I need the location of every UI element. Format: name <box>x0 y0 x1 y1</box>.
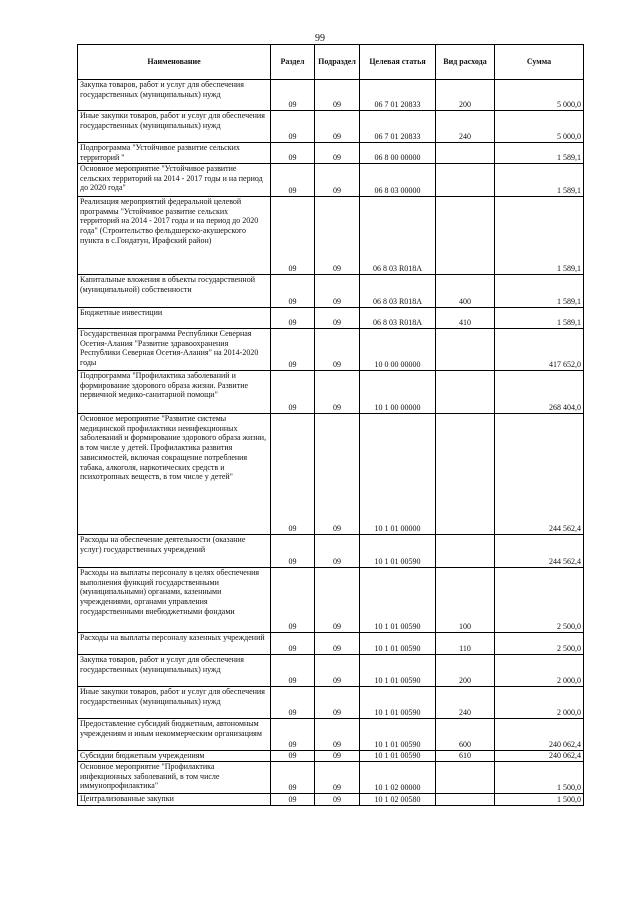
row-name: Предоставление субсидий бюджетным, автономным учреждениям и иным некоммерческим организациям <box>78 719 271 751</box>
row-amount: 240 062,4 <box>495 751 584 762</box>
page-number: 99 <box>315 33 325 44</box>
row-name: Закупка товаров, работ и услуг для обеспечения государственных (муниципальных) нужд <box>78 80 271 111</box>
row-name: Централизованные закупки <box>78 794 271 806</box>
row-subsection: 09 <box>315 687 360 719</box>
row-name: Подпрограмма "Профилактика заболеваний и формирование здорового образа жизни. Развитие первичной медико-санитарной помощи" <box>78 371 271 414</box>
row-name: Бюджетные инвестиции <box>78 308 271 329</box>
row-amount: 5 000,0 <box>495 111 584 143</box>
row-expense-type <box>436 414 495 535</box>
table-row <box>78 633 584 655</box>
row-target: 06 8 03 R018A <box>360 275 436 308</box>
table-row <box>78 371 584 414</box>
row-expense-type: 200 <box>436 80 495 111</box>
row-target: 06 8 03 00000 <box>360 164 436 197</box>
row-subsection: 09 <box>315 371 360 414</box>
row-subsection: 09 <box>315 719 360 751</box>
row-section: 09 <box>271 655 315 687</box>
table-row <box>78 164 584 197</box>
row-expense-type: 610 <box>436 751 495 762</box>
row-subsection: 09 <box>315 329 360 371</box>
row-target: 10 1 01 00590 <box>360 719 436 751</box>
row-section: 09 <box>271 414 315 535</box>
row-target: 10 1 01 00590 <box>360 535 436 568</box>
row-target: 06 8 03 R018A <box>360 308 436 329</box>
table-row <box>78 762 584 794</box>
row-amount: 244 562,4 <box>495 535 584 568</box>
row-expense-type <box>436 371 495 414</box>
row-section: 09 <box>271 762 315 794</box>
row-section: 09 <box>271 197 315 275</box>
row-expense-type <box>436 164 495 197</box>
table-row <box>78 535 584 568</box>
row-name: Иные закупки товаров, работ и услуг для обеспечения государственных (муниципальных) нужд <box>78 687 271 719</box>
row-name: Закупка товаров, работ и услуг для обеспечения государственных (муниципальных) нужд <box>78 655 271 687</box>
table-row <box>78 111 584 143</box>
row-section: 09 <box>271 111 315 143</box>
row-expense-type: 200 <box>436 655 495 687</box>
row-target: 06 8 03 R018A <box>360 197 436 275</box>
row-amount: 1 589,1 <box>495 164 584 197</box>
header-expense-type: Вид расхода <box>436 45 495 80</box>
row-subsection: 09 <box>315 164 360 197</box>
table-row <box>78 751 584 762</box>
row-subsection: 09 <box>315 197 360 275</box>
row-section: 09 <box>271 329 315 371</box>
row-expense-type <box>436 762 495 794</box>
row-subsection: 09 <box>315 143 360 164</box>
row-expense-type <box>436 794 495 806</box>
row-target: 10 1 01 00590 <box>360 751 436 762</box>
row-expense-type: 400 <box>436 275 495 308</box>
table-row <box>78 275 584 308</box>
row-target: 10 1 01 00590 <box>360 655 436 687</box>
table-row <box>78 655 584 687</box>
row-amount: 1 589,1 <box>495 275 584 308</box>
row-amount: 1 589,1 <box>495 197 584 275</box>
table-row <box>78 143 584 164</box>
row-amount: 417 652,0 <box>495 329 584 371</box>
row-section: 09 <box>271 794 315 806</box>
row-section: 09 <box>271 535 315 568</box>
table-row <box>78 414 584 535</box>
row-name: Государственная программа Республики Северная Осетия-Алания "Развитие здравоохранения Республики Северная Осетия-Алания" на 2014-2020 годы <box>78 329 271 371</box>
row-target: 06 7 01 20833 <box>360 111 436 143</box>
row-amount: 1 589,1 <box>495 143 584 164</box>
row-target: 10 1 02 00580 <box>360 794 436 806</box>
row-subsection: 09 <box>315 794 360 806</box>
row-expense-type: 410 <box>436 308 495 329</box>
row-subsection: 09 <box>315 308 360 329</box>
row-amount: 244 562,4 <box>495 414 584 535</box>
row-name: Реализация мероприятий федеральной целевой программы "Устойчивое развитие сельских территорий на 2014 - 2017 годы и на период до 2020 года" (Строительство фельдшерско-акушерского пункта в с.Гондатун, Ирафский район) <box>78 197 271 275</box>
row-name: Расходы на обеспечение деятельности (оказание услуг) государственных учреждений <box>78 535 271 568</box>
row-expense-type <box>436 197 495 275</box>
row-subsection: 09 <box>315 633 360 655</box>
row-subsection: 09 <box>315 762 360 794</box>
row-amount: 2 000,0 <box>495 655 584 687</box>
row-name: Капитальные вложения в объекты государственной (муниципальной) собственности <box>78 275 271 308</box>
row-name: Основное мероприятие "Устойчивое развитие сельских территорий на 2014 - 2017 годы и на период до 2020 года" <box>78 164 271 197</box>
row-amount: 1 500,0 <box>495 762 584 794</box>
row-amount: 1 589,1 <box>495 308 584 329</box>
row-amount: 1 500,0 <box>495 794 584 806</box>
row-target: 10 1 01 00590 <box>360 687 436 719</box>
row-name: Основное мероприятие "Развитие системы медицинской профилактики неинфекционных заболеваний и формирование здорового образа жизни, в том числе у детей. Профилактика развития зависимостей, включая сокращение потребления табака, алкоголя, наркотических средств и психотропных веществ, в том числе у детей" <box>78 414 271 535</box>
row-subsection: 09 <box>315 414 360 535</box>
header-target: Целевая статья <box>360 45 436 80</box>
row-subsection: 09 <box>315 275 360 308</box>
row-section: 09 <box>271 568 315 633</box>
row-subsection: 09 <box>315 655 360 687</box>
row-amount: 240 062,4 <box>495 719 584 751</box>
row-name: Основное мероприятие "Профилактика инфекционных заболеваний, в том числе иммунопрофилактика" <box>78 762 271 794</box>
row-expense-type: 240 <box>436 111 495 143</box>
row-amount: 268 404,0 <box>495 371 584 414</box>
row-expense-type: 100 <box>436 568 495 633</box>
table-header-row <box>78 45 584 80</box>
row-name: Подпрограмма "Устойчивое развитие сельских территорий " <box>78 143 271 164</box>
row-subsection: 09 <box>315 535 360 568</box>
row-name: Расходы на выплаты персоналу казенных учреждений <box>78 633 271 655</box>
table-row <box>78 568 584 633</box>
row-amount: 2 500,0 <box>495 633 584 655</box>
row-target: 06 8 00 00000 <box>360 143 436 164</box>
row-target: 10 1 01 00000 <box>360 414 436 535</box>
row-name: Расходы на выплаты персоналу в целях обеспечения выполнения функций государственными (муниципальными) органами, казенными учреждениями, органами управления государственными внебюджетными фондами <box>78 568 271 633</box>
row-target: 06 7 01 20833 <box>360 80 436 111</box>
row-name: Иные закупки товаров, работ и услуг для обеспечения государственных (муниципальных) нужд <box>78 111 271 143</box>
row-section: 09 <box>271 164 315 197</box>
row-section: 09 <box>271 719 315 751</box>
row-expense-type <box>436 143 495 164</box>
table-row <box>78 197 584 275</box>
row-section: 09 <box>271 80 315 111</box>
header-section: Раздел <box>271 45 315 80</box>
row-expense-type: 600 <box>436 719 495 751</box>
row-section: 09 <box>271 143 315 164</box>
row-amount: 2 000,0 <box>495 687 584 719</box>
row-subsection: 09 <box>315 751 360 762</box>
budget-table <box>77 44 584 806</box>
row-target: 10 1 01 00590 <box>360 633 436 655</box>
row-section: 09 <box>271 371 315 414</box>
row-expense-type <box>436 535 495 568</box>
row-name: Субсидии бюджетным учреждениям <box>78 751 271 762</box>
row-subsection: 09 <box>315 111 360 143</box>
table-row <box>78 308 584 329</box>
row-section: 09 <box>271 751 315 762</box>
row-target: 10 0 00 00000 <box>360 329 436 371</box>
table-row <box>78 719 584 751</box>
row-section: 09 <box>271 275 315 308</box>
row-target: 10 1 00 00000 <box>360 371 436 414</box>
header-name: Наименование <box>78 45 271 80</box>
row-subsection: 09 <box>315 80 360 111</box>
row-section: 09 <box>271 687 315 719</box>
row-section: 09 <box>271 633 315 655</box>
row-expense-type: 110 <box>436 633 495 655</box>
table-row <box>78 794 584 806</box>
row-expense-type: 240 <box>436 687 495 719</box>
row-amount: 5 000,0 <box>495 80 584 111</box>
table-row <box>78 329 584 371</box>
table-row <box>78 80 584 111</box>
row-target: 10 1 01 00590 <box>360 568 436 633</box>
row-target: 10 1 02 00000 <box>360 762 436 794</box>
row-expense-type <box>436 329 495 371</box>
table-row <box>78 687 584 719</box>
row-amount: 2 500,0 <box>495 568 584 633</box>
header-subsection: Подраздел <box>315 45 360 80</box>
header-amount: Сумма <box>495 45 584 80</box>
row-subsection: 09 <box>315 568 360 633</box>
row-section: 09 <box>271 308 315 329</box>
